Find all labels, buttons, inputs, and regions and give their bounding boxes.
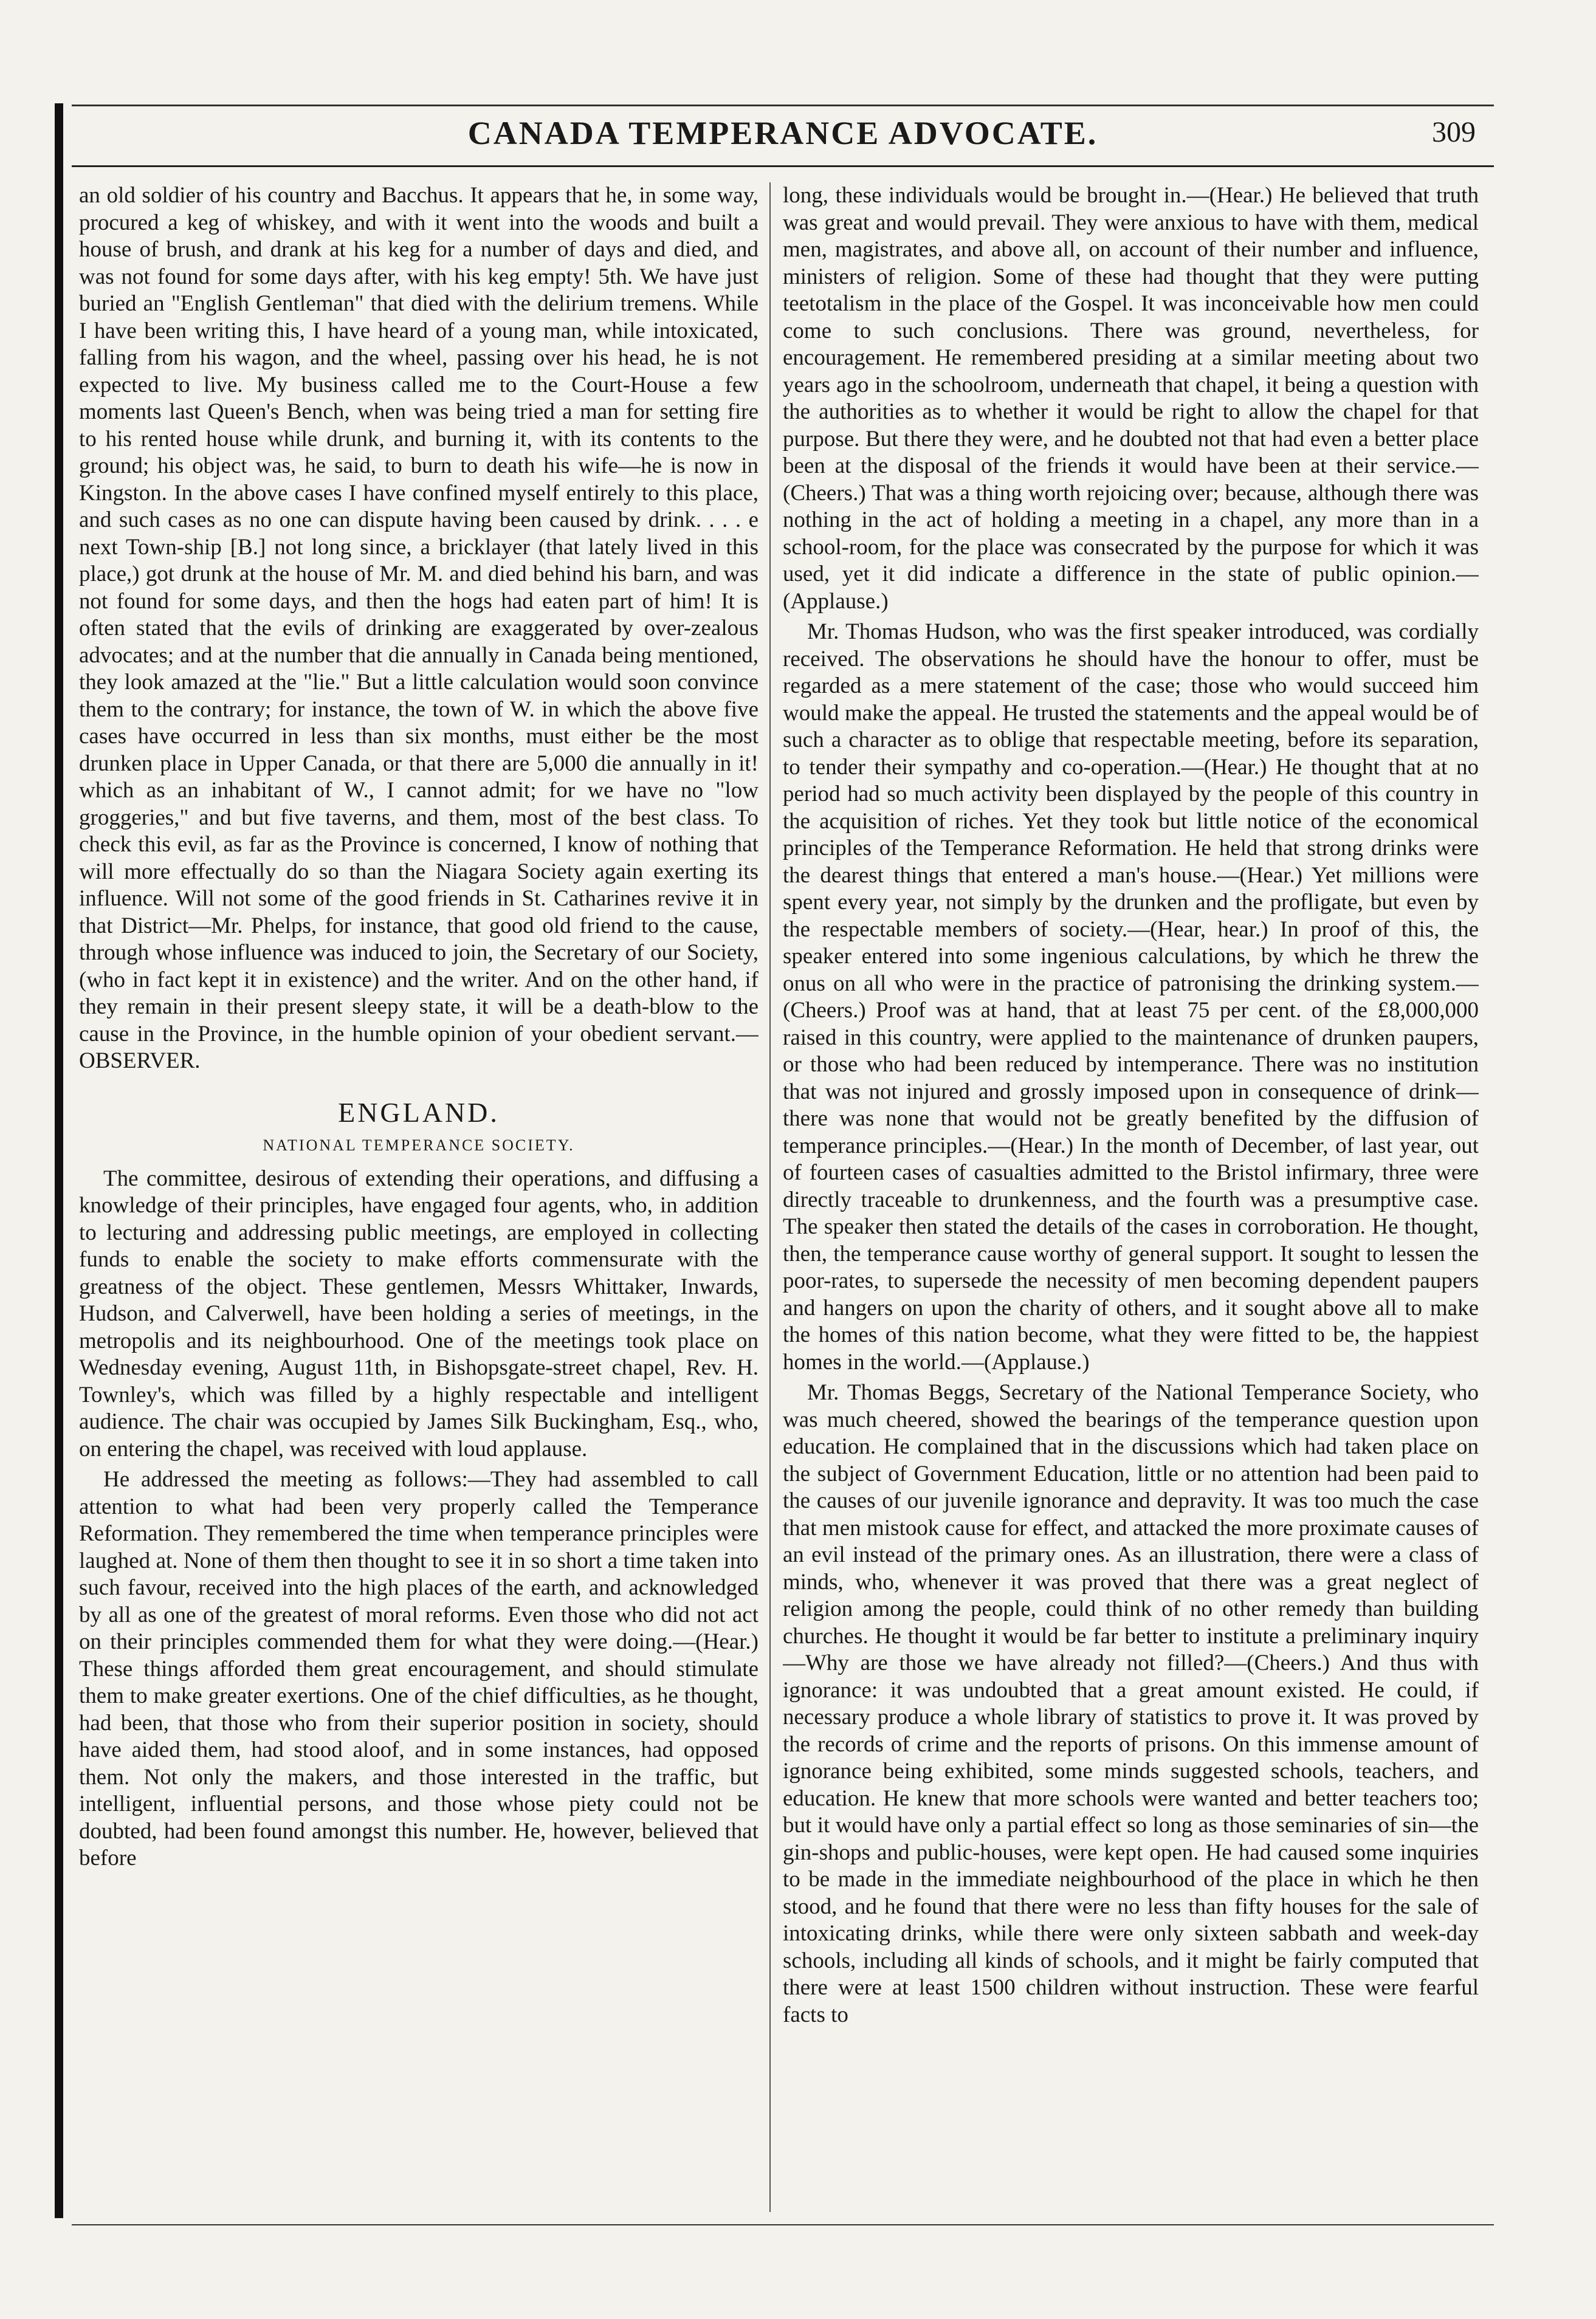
page-left-edge-bar xyxy=(55,103,63,2218)
page-header xyxy=(72,109,1494,158)
article-paragraph: Mr. Thomas Hudson, who was the first speaker introduced, was cordially received. The observations he should have the honour to offer, must be regarded as a mere statement of the case; those who would succeed him would make the appeal. He trusted the statements and the appeal would be of such a character as to oblige that respectable meeting, before its separation, to tender their sympathy and co-operation.—(Hear.) He thought that at no period had so much activity been displayed by the people of this country in the acquisition of riches. Yet they took but little notice of the economical principles of the Temperance Reformation. He held that strong drinks were the dearest things that entered a man's house.—(Hear.) Yet millions were spent every year, not simply by the drunken and the profligate, but even by the respectable members of society.—(Hear, hear.) In proof of this, the speaker entered into some ingenious calculations, by which he threw the onus on all who were in the practice of patronising the drinking system.—(Cheers.) Proof was at hand, that at least 75 per cent. of the £8,000,000 raised in this country, were applied to the maintenance of drunken paupers, or those who had been reduced by intemperance. There was no institution that was not injured and grossly imposed upon in consequence of drink—there was none that would not be greatly benefited by the diffusion of temperance principles.—(Hear.) In the month of December, of last year, out of fourteen cases of casualties admitted to the Bristol infirmary, three were directly traceable to drunkenness, and the fourth was a presumptive case. The speaker then stated the details of the cases in corroboration. He thought, then, the temperance cause worthy of general support. It sought to lessen the poor-rates, to supersede the necessity of men becoming dependent paupers and hangers on upon the charity of others, and it sought above all to make the homes of this nation become, what they were fitted to be, the happiest homes in the world.—(Applause.) xyxy=(783,619,1479,1375)
article-paragraph: an old soldier of his country and Bacchus. It appears that he, in some way, procured a keg of whiskey, and with it went into the woods and built a house of brush, and drank at his keg for a number of days and died, and was not found for some days after, with his keg empty! 5th. We have just buried an "English Gentleman" that died with the delirium tremens. While I have been writing this, I have heard of a young man, while intoxicated, falling from his wagon, and the wheel, passing over his head, he is not expected to live. My business called me to the Court-House a few moments last Queen's Bench, when was being tried a man for setting fire to his rented house while drunk, and burning it, with its contents to the ground; his object was, he said, to burn to death his wife—he is now in Kingston. In the above cases I have confined myself entirely to this place, and such cases as no one can dispute having been caused by drink. . . . e next Town-ship [B.] not long since, a bricklayer (that lately lived in this place,) got drunk at the house of Mr. M. and died behind his barn, and was not found for some days, and then the hogs had eaten part of him! It is often stated that the evils of drinking are exaggerated by over-zealous advocates; and at the number that die annually in Canada being mentioned, they look amazed at the "lie." But a little calculation would soon convince them to the contrary; for instance, the town of W. in which the above five cases have occurred in less than six months, must either be the most drunken place in Upper Canada, or that there are 5,000 die annually in it! which as an inhabitant of W., I cannot admit; for we have no "low groggeries," and but five taverns, and them, most of the best class. To check this evil, as far as the Province is concerned, I know of nothing that will more effectually do so than the Niagara Society again exerting its influence. Will not some of the good friends in St. Catharines revive it in that District—Mr. Phelps, for instance, that good old friend to the cause, through whose influence was induced to join, the Secretary of our Society, (who in fact kept it in existence) and the writer. And on the other hand, if they remain in their present sleepy state, it will be a death-blow to the cause in the Province, in the humble opinion of your obedient servant.—OBSERVER. xyxy=(79,183,758,1073)
top-border-rule xyxy=(72,105,1494,106)
bottom-border-rule xyxy=(72,2224,1494,2225)
column-divider xyxy=(769,182,771,2212)
article-paragraph: The committee, desirous of extending their operations, and diffusing a knowledge of their principles, have engaged four agents, who, in addition to lecturing and addressing public meetings, are employed in collecting funds to enable the society to make efforts commensurate with the greatness of the object. These gentlemen, Messrs Whittaker, Inwards, Hudson, and Calverwell, have been holding a series of meetings, in the metropolis and its neighbourhood. One of the meetings took place on Wednesday evening, August 11th, in Bishopsgate-street chapel, Rev. H. Townley's, which was filled by a highly respectable and intelligent audience. The chair was occupied by James Silk Buckingham, Esq., who, on entering the chapel, was received with loud applause. xyxy=(79,1166,758,1462)
section-title: ENGLAND. xyxy=(338,1096,500,1128)
section-subtitle: NATIONAL TEMPERANCE SOCIETY. xyxy=(263,1136,575,1154)
left-column xyxy=(79,182,758,2218)
article-paragraph: long, these individuals would be brought in.—(Hear.) He believed that truth was great and would prevail. They were anxious to have with them, medical men, magistrates, and above all, on account of their number and influence, ministers of religion. Some of these had thought that they were putting teetotalism in the place of the Gospel. It was inconceivable how men could come to such conclusions. There was ground, nevertheless, for encouragement. He remembered presiding at a similar meeting about two years ago in the schoolroom, underneath that chapel, it being a question with the authorities as to whether it would be right to allow the chapel for that purpose. But there they were, and he doubted not that had even a better place been at the disposal of the friends it would have been at their service.—(Cheers.) That was a thing worth rejoicing over; because, although there was nothing in the act of holding a meeting in a chapel, any more than in a school-room, for the place was consecrated by the purpose for which it was used, yet it did indicate a difference in the state of public opinion.—(Applause.) xyxy=(783,183,1479,614)
right-column xyxy=(783,182,1479,2218)
article-paragraph: Mr. Thomas Beggs, Secretary of the National Temperance Society, who was much cheered, showed the bearings of the temperance question upon education. He complained that in the discussions which had taken place on the subject of Government Education, little or no attention had been paid to the causes of our juvenile ignorance and depravity. It was too much the case that men mistook cause for effect, and attacked the more proximate causes of an evil instead of the primary ones. As an illustration, there were a class of minds, who, whenever it was proved that there was a great neglect of religion among the people, could think of no other remedy than building churches. He thought it would be far better to institute a preliminary inquiry—Why are those we have already not filled?—(Cheers.) And thus with ignorance: it was undoubted that a great amount existed. He could, if necessary produce a whole library of statistics to prove it. It was proved by the records of crime and the reports of prisons. On this immense amount of ignorance being exhibited, some minds suggested schools, teachers, and education. He knew that more schools were wanted and better teachers too; but it would have only a partial effect so long as those seminaries of sin—the gin-shops and public-houses, were kept open. He had caused some inquiries to be made in the immediate neighbourhood of the place in which he then stood, and he found that there were no less than fifty houses for the sale of intoxicating drinks, while there were only sixteen sabbath and week-day schools, including all kinds of schools, and it might be fairly computed that there were at least 1500 children without instruction. These were fearful facts to xyxy=(783,1380,1479,2027)
article-paragraph: He addressed the meeting as follows:—They had assembled to call attention to what had been very properly called the Temperance Reformation. They remembered the time when temperance principles were laughed at. None of them then thought to see it in so short a time taken into such favour, received into the high places of the earth, and acknowledged by all as one of the greatest of moral reforms. Even those who did not act on their principles commended them for what they were doing.—(Hear.) These things afforded them great encouragement, and should stimulate them to make greater exertions. One of the chief difficulties, as he thought, had been, that those who from their superior position in society, should have aided them, had stood aloof, and in some instances, had opposed them. Not only the makers, and those interested in the traffic, but intelligent, influential persons, and those whose piety could not be doubted, had been found amongst this number. He, however, believed that before xyxy=(79,1467,758,1871)
header-rule xyxy=(72,165,1494,167)
page-number: 309 xyxy=(1432,116,1476,148)
journal-title: CANADA TEMPERANCE ADVOCATE. xyxy=(467,115,1098,151)
